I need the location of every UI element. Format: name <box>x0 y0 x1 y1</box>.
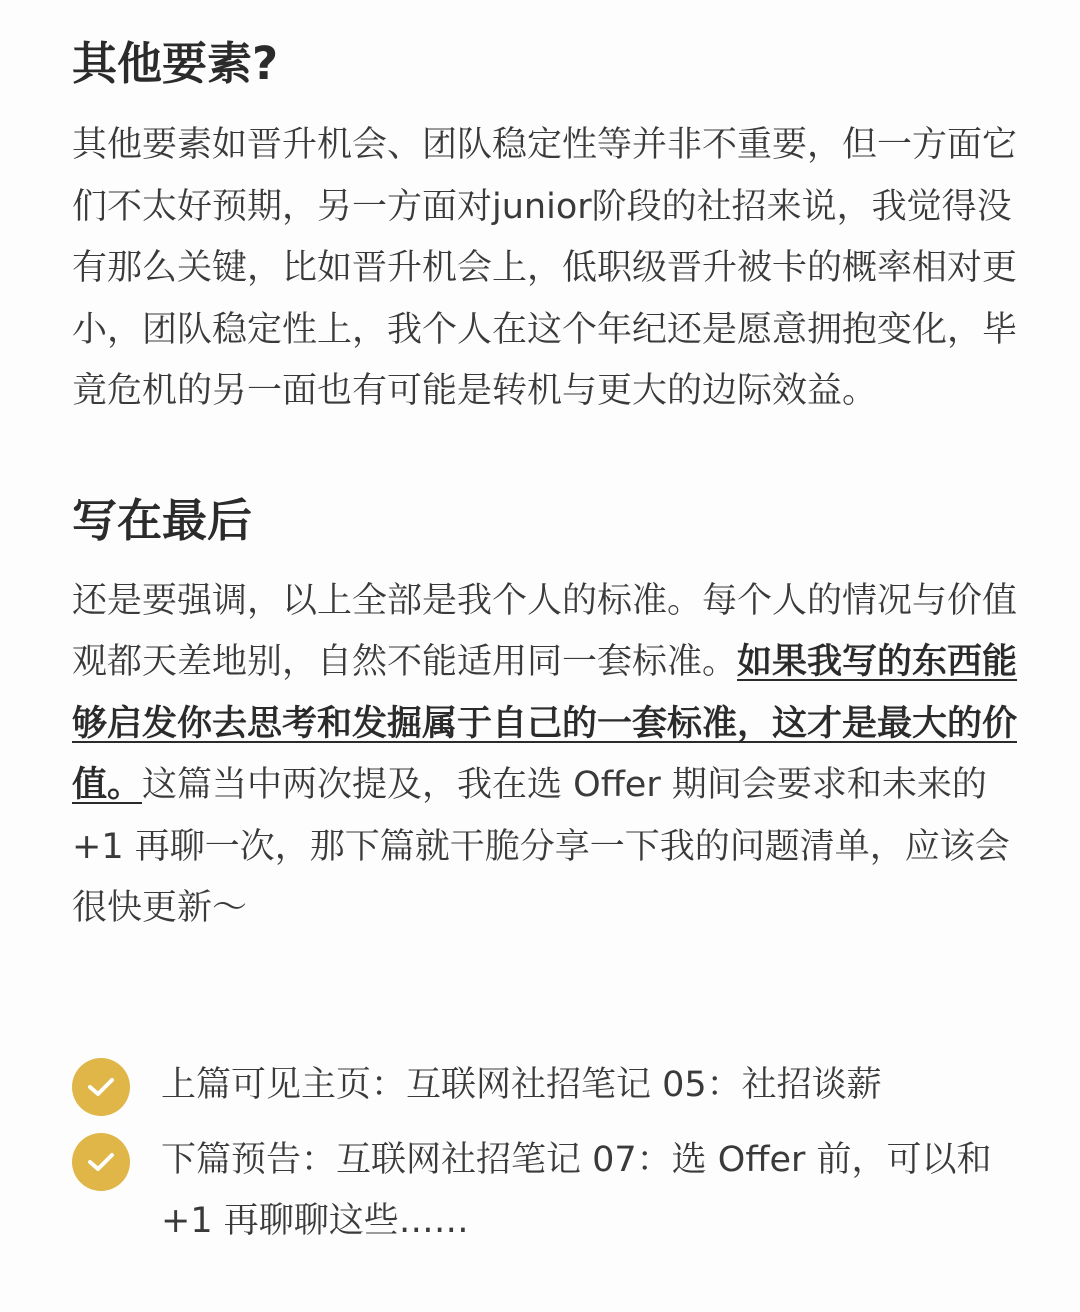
related-notes-list <box>72 1055 1032 1252</box>
previous-post-note <box>72 1055 1032 1116</box>
section-heading-final-words: 写在最后 <box>72 493 253 547</box>
final-words-outro: 这篇当中两次提及，我在选 Offer 期间会要求和未来的 +1 再聊一次，那下篇就干脆分享一下我的问题清单，应该会很快更新～ <box>72 765 1010 928</box>
next-post-text: 下篇预告：互联网社招笔记 07：选 Offer 前，可以和 +1 再聊聊这些…… <box>161 1140 992 1241</box>
check-circle-icon <box>72 1058 130 1116</box>
final-words-intro: 还是要强调，以上全部是我个人的标准。每个人的情况与价值观都天差地别，自然不能适用同一套标准。 <box>72 580 1018 682</box>
section-body-final-words <box>72 571 1026 940</box>
previous-post-text: 上篇可见主页：互联网社招笔记 05：社招谈薪 <box>161 1065 882 1105</box>
section-body-other-factors: 其他要素如晋升机会、团队稳定性等并非不重要，但一方面它们不太好预期，另一方面对junior阶段的社招来说，我觉得没有那么关键，比如晋升机会上，低职级晋升被卡的概率相对更小，团队稳定性上，我个人在这个年纪还是愿意拥抱变化，毕竟危机的另一面也有可能是转机与更大的边际效益。 <box>72 125 1018 411</box>
final-words-emphasis: 如果我写的东西能够启发你去思考和发掘属于自己的一套标准，这才是最大的价值。 <box>72 642 1018 805</box>
section-heading-other-factors: 其他要素? <box>72 37 279 90</box>
next-post-note <box>72 1130 1032 1252</box>
check-circle-icon <box>72 1133 130 1191</box>
